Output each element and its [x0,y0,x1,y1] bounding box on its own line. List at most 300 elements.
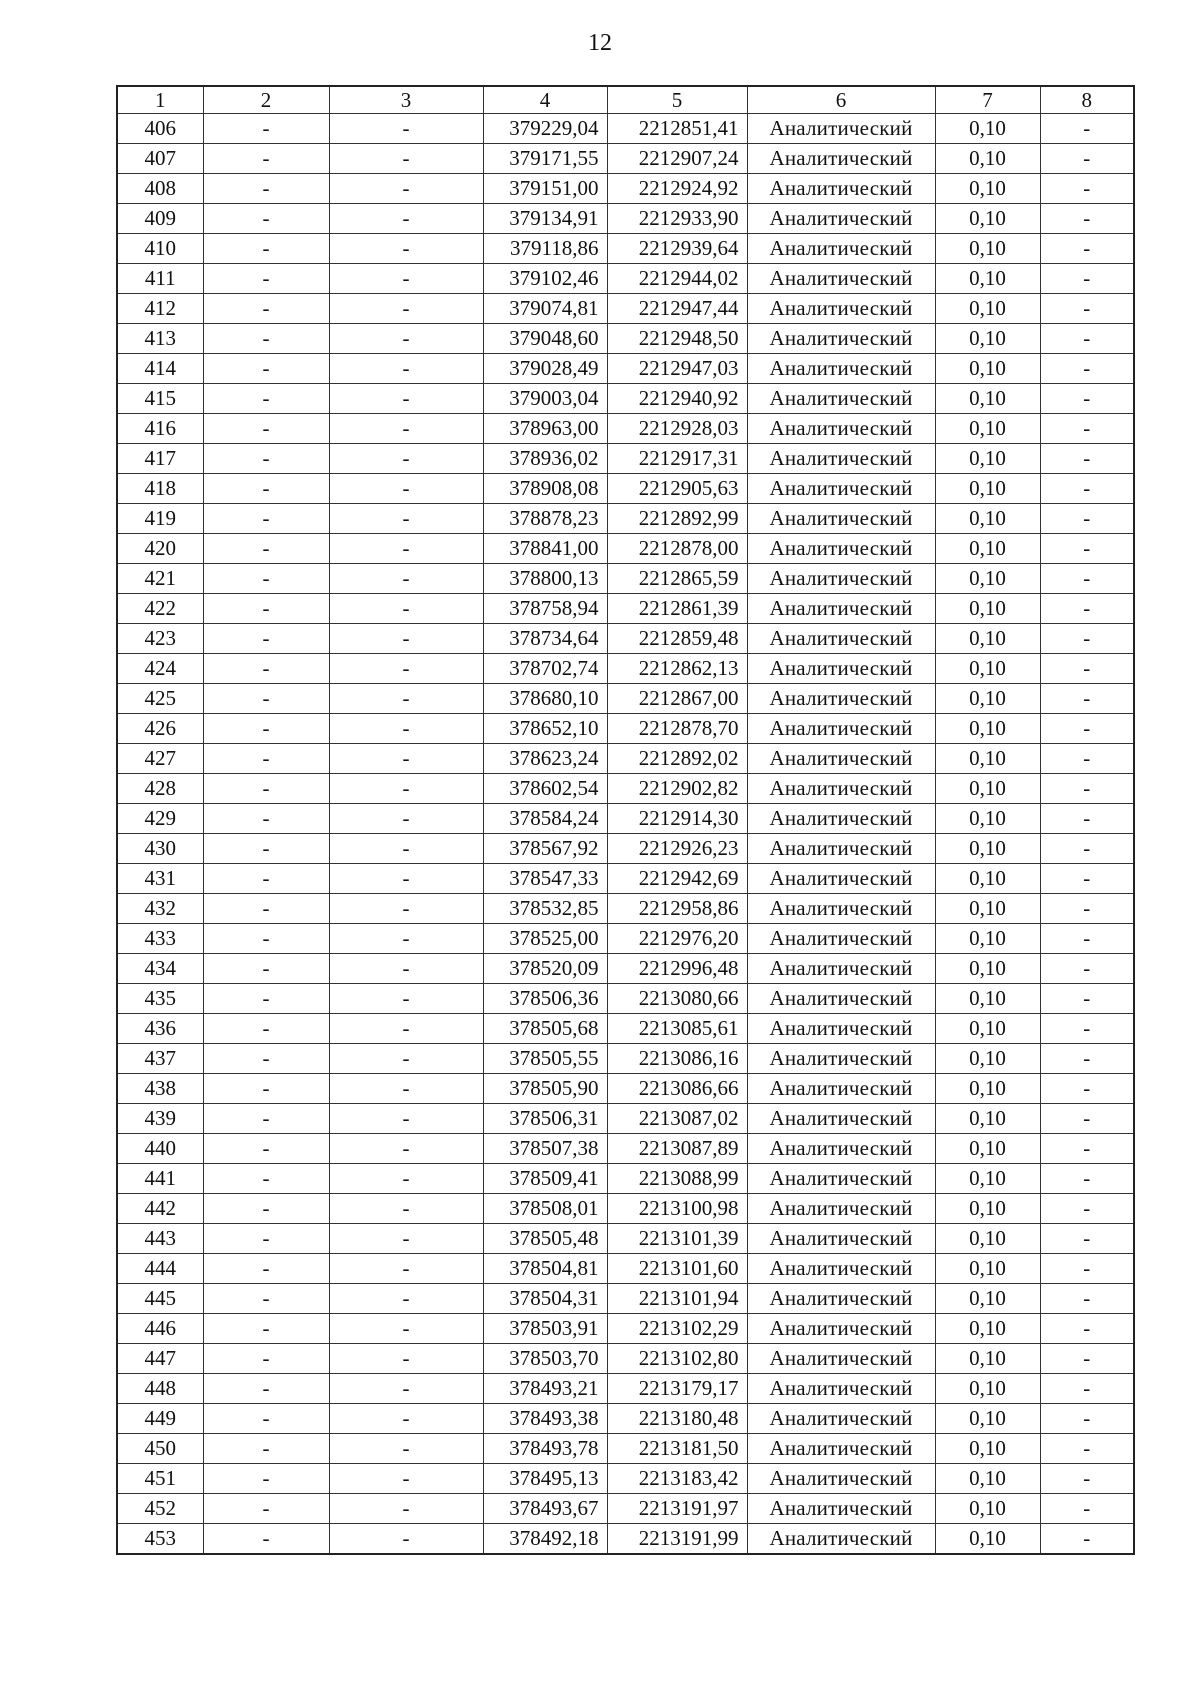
col2-cell: - [203,924,329,954]
accuracy-cell: 0,10 [935,234,1040,264]
x-coordinate-cell: 378680,10 [483,684,607,714]
table-row [117,234,1134,264]
col2-cell: - [203,714,329,744]
col8-cell: - [1040,414,1134,444]
accuracy-cell: 0,10 [935,474,1040,504]
point-number-cell: 415 [117,384,203,414]
accuracy-cell: 0,10 [935,1434,1040,1464]
col2-cell: - [203,984,329,1014]
column-header: 8 [1040,86,1134,114]
col3-cell: - [329,444,483,474]
method-cell: Аналитический [747,204,935,234]
x-coordinate-cell: 379171,55 [483,144,607,174]
col8-cell: - [1040,1374,1134,1404]
x-coordinate-cell: 378878,23 [483,504,607,534]
method-cell: Аналитический [747,744,935,774]
method-cell: Аналитический [747,384,935,414]
col3-cell: - [329,894,483,924]
method-cell: Аналитический [747,264,935,294]
col2-cell: - [203,264,329,294]
table-row [117,114,1134,144]
point-number-cell: 444 [117,1254,203,1284]
col3-cell: - [329,654,483,684]
method-cell: Аналитический [747,984,935,1014]
col8-cell: - [1040,504,1134,534]
table-row [117,1074,1134,1104]
point-number-cell: 436 [117,1014,203,1044]
point-number-cell: 429 [117,804,203,834]
y-coordinate-cell: 2212996,48 [607,954,747,984]
point-number-cell: 440 [117,1134,203,1164]
y-coordinate-cell: 2212942,69 [607,864,747,894]
method-cell: Аналитический [747,864,935,894]
col3-cell: - [329,744,483,774]
y-coordinate-cell: 2212865,59 [607,564,747,594]
point-number-cell: 449 [117,1404,203,1434]
table-row [117,354,1134,384]
col8-cell: - [1040,1284,1134,1314]
x-coordinate-cell: 378504,31 [483,1284,607,1314]
point-number-cell: 443 [117,1224,203,1254]
accuracy-cell: 0,10 [935,414,1040,444]
point-number-cell: 431 [117,864,203,894]
accuracy-cell: 0,10 [935,864,1040,894]
coordinates-table [116,85,1135,1555]
col2-cell: - [203,1434,329,1464]
y-coordinate-cell: 2213088,99 [607,1164,747,1194]
col8-cell: - [1040,924,1134,954]
method-cell: Аналитический [747,1194,935,1224]
col2-cell: - [203,1284,329,1314]
accuracy-cell: 0,10 [935,744,1040,774]
col8-cell: - [1040,1164,1134,1194]
col2-cell: - [203,1224,329,1254]
x-coordinate-cell: 379074,81 [483,294,607,324]
accuracy-cell: 0,10 [935,144,1040,174]
col8-cell: - [1040,204,1134,234]
col8-cell: - [1040,744,1134,774]
y-coordinate-cell: 2213101,60 [607,1254,747,1284]
point-number-cell: 423 [117,624,203,654]
x-coordinate-cell: 378493,21 [483,1374,607,1404]
x-coordinate-cell: 378623,24 [483,744,607,774]
accuracy-cell: 0,10 [935,1224,1040,1254]
table-row [117,504,1134,534]
point-number-cell: 451 [117,1464,203,1494]
col2-cell: - [203,1194,329,1224]
x-coordinate-cell: 378506,36 [483,984,607,1014]
table-row [117,1524,1134,1555]
col3-cell: - [329,504,483,534]
y-coordinate-cell: 2212878,70 [607,714,747,744]
col8-cell: - [1040,984,1134,1014]
col8-cell: - [1040,1224,1134,1254]
table-row [117,774,1134,804]
col3-cell: - [329,834,483,864]
col3-cell: - [329,684,483,714]
point-number-cell: 406 [117,114,203,144]
col8-cell: - [1040,534,1134,564]
point-number-cell: 411 [117,264,203,294]
x-coordinate-cell: 378841,00 [483,534,607,564]
col2-cell: - [203,1494,329,1524]
method-cell: Аналитический [747,1434,935,1464]
x-coordinate-cell: 379003,04 [483,384,607,414]
point-number-cell: 452 [117,1494,203,1524]
method-cell: Аналитический [747,684,935,714]
x-coordinate-cell: 378509,41 [483,1164,607,1194]
col2-cell: - [203,1044,329,1074]
accuracy-cell: 0,10 [935,594,1040,624]
table-row [117,204,1134,234]
accuracy-cell: 0,10 [935,294,1040,324]
table-row [117,414,1134,444]
x-coordinate-cell: 378507,38 [483,1134,607,1164]
point-number-cell: 427 [117,744,203,774]
x-coordinate-cell: 378520,09 [483,954,607,984]
col3-cell: - [329,1404,483,1434]
accuracy-cell: 0,10 [935,894,1040,924]
col3-cell: - [329,1344,483,1374]
y-coordinate-cell: 2213191,97 [607,1494,747,1524]
col3-cell: - [329,1194,483,1224]
table-row [117,1224,1134,1254]
point-number-cell: 413 [117,324,203,354]
page-number: 12 [588,30,612,56]
x-coordinate-cell: 378652,10 [483,714,607,744]
point-number-cell: 439 [117,1104,203,1134]
method-cell: Аналитический [747,1284,935,1314]
y-coordinate-cell: 2212878,00 [607,534,747,564]
y-coordinate-cell: 2213191,99 [607,1524,747,1555]
y-coordinate-cell: 2213100,98 [607,1194,747,1224]
table-row [117,1314,1134,1344]
y-coordinate-cell: 2212859,48 [607,624,747,654]
table-row [117,564,1134,594]
table-row [117,1374,1134,1404]
table-row [117,894,1134,924]
point-number-cell: 426 [117,714,203,744]
table-row [117,1044,1134,1074]
method-cell: Аналитический [747,354,935,384]
col8-cell: - [1040,294,1134,324]
table-row [117,144,1134,174]
point-number-cell: 414 [117,354,203,384]
col8-cell: - [1040,444,1134,474]
accuracy-cell: 0,10 [935,1374,1040,1404]
table-row [117,954,1134,984]
col2-cell: - [203,174,329,204]
accuracy-cell: 0,10 [935,354,1040,384]
y-coordinate-cell: 2212976,20 [607,924,747,954]
column-header: 2 [203,86,329,114]
x-coordinate-cell: 378936,02 [483,444,607,474]
col3-cell: - [329,1314,483,1344]
x-coordinate-cell: 378908,08 [483,474,607,504]
point-number-cell: 435 [117,984,203,1014]
col8-cell: - [1040,174,1134,204]
x-coordinate-cell: 378758,94 [483,594,607,624]
y-coordinate-cell: 2213101,94 [607,1284,747,1314]
col8-cell: - [1040,114,1134,144]
x-coordinate-cell: 378493,38 [483,1404,607,1434]
col8-cell: - [1040,144,1134,174]
method-cell: Аналитический [747,654,935,684]
col8-cell: - [1040,684,1134,714]
col8-cell: - [1040,1404,1134,1434]
method-cell: Аналитический [747,1134,935,1164]
col2-cell: - [203,1104,329,1134]
point-number-cell: 421 [117,564,203,594]
point-number-cell: 441 [117,1164,203,1194]
col2-cell: - [203,744,329,774]
point-number-cell: 430 [117,834,203,864]
method-cell: Аналитический [747,444,935,474]
method-cell: Аналитический [747,1344,935,1374]
y-coordinate-cell: 2212926,23 [607,834,747,864]
x-coordinate-cell: 379134,91 [483,204,607,234]
x-coordinate-cell: 379028,49 [483,354,607,384]
point-number-cell: 424 [117,654,203,684]
table-row [117,714,1134,744]
col8-cell: - [1040,594,1134,624]
method-cell: Аналитический [747,564,935,594]
method-cell: Аналитический [747,804,935,834]
x-coordinate-cell: 379102,46 [483,264,607,294]
col3-cell: - [329,564,483,594]
accuracy-cell: 0,10 [935,654,1040,684]
y-coordinate-cell: 2212944,02 [607,264,747,294]
col3-cell: - [329,384,483,414]
point-number-cell: 450 [117,1434,203,1464]
col8-cell: - [1040,864,1134,894]
col3-cell: - [329,714,483,744]
col3-cell: - [329,984,483,1014]
col8-cell: - [1040,1434,1134,1464]
method-cell: Аналитический [747,954,935,984]
point-number-cell: 408 [117,174,203,204]
col2-cell: - [203,444,329,474]
col8-cell: - [1040,234,1134,264]
method-cell: Аналитический [747,924,935,954]
column-header: 5 [607,86,747,114]
y-coordinate-cell: 2212924,92 [607,174,747,204]
col3-cell: - [329,864,483,894]
x-coordinate-cell: 378734,64 [483,624,607,654]
y-coordinate-cell: 2213086,16 [607,1044,747,1074]
method-cell: Аналитический [747,234,935,264]
x-coordinate-cell: 378503,70 [483,1344,607,1374]
x-coordinate-cell: 378505,68 [483,1014,607,1044]
col8-cell: - [1040,804,1134,834]
point-number-cell: 410 [117,234,203,264]
column-header: 3 [329,86,483,114]
col8-cell: - [1040,714,1134,744]
col8-cell: - [1040,1344,1134,1374]
x-coordinate-cell: 378547,33 [483,864,607,894]
col2-cell: - [203,504,329,534]
accuracy-cell: 0,10 [935,954,1040,984]
method-cell: Аналитический [747,1524,935,1555]
col8-cell: - [1040,624,1134,654]
table-row [117,1434,1134,1464]
col2-cell: - [203,594,329,624]
method-cell: Аналитический [747,1314,935,1344]
col8-cell: - [1040,774,1134,804]
col3-cell: - [329,594,483,624]
col2-cell: - [203,1464,329,1494]
point-number-cell: 409 [117,204,203,234]
col2-cell: - [203,1314,329,1344]
col2-cell: - [203,864,329,894]
accuracy-cell: 0,10 [935,1014,1040,1044]
method-cell: Аналитический [747,1104,935,1134]
col8-cell: - [1040,1524,1134,1555]
col8-cell: - [1040,324,1134,354]
y-coordinate-cell: 2212928,03 [607,414,747,444]
table-row [117,594,1134,624]
y-coordinate-cell: 2212940,92 [607,384,747,414]
col8-cell: - [1040,1044,1134,1074]
point-number-cell: 434 [117,954,203,984]
x-coordinate-cell: 378505,55 [483,1044,607,1074]
col3-cell: - [329,1074,483,1104]
table-row [117,1284,1134,1314]
col3-cell: - [329,1284,483,1314]
accuracy-cell: 0,10 [935,684,1040,714]
y-coordinate-cell: 2212914,30 [607,804,747,834]
col3-cell: - [329,1374,483,1404]
col2-cell: - [203,474,329,504]
col2-cell: - [203,294,329,324]
x-coordinate-cell: 378504,81 [483,1254,607,1284]
y-coordinate-cell: 2213086,66 [607,1074,747,1104]
column-header: 6 [747,86,935,114]
method-cell: Аналитический [747,294,935,324]
accuracy-cell: 0,10 [935,1164,1040,1194]
x-coordinate-cell: 378963,00 [483,414,607,444]
col8-cell: - [1040,354,1134,384]
table-row [117,984,1134,1014]
col3-cell: - [329,1014,483,1044]
x-coordinate-cell: 379118,86 [483,234,607,264]
method-cell: Аналитический [747,714,935,744]
point-number-cell: 416 [117,414,203,444]
col2-cell: - [203,354,329,384]
x-coordinate-cell: 379048,60 [483,324,607,354]
accuracy-cell: 0,10 [935,1104,1040,1134]
point-number-cell: 445 [117,1284,203,1314]
method-cell: Аналитический [747,474,935,504]
x-coordinate-cell: 378584,24 [483,804,607,834]
method-cell: Аналитический [747,834,935,864]
col3-cell: - [329,1044,483,1074]
table-row [117,924,1134,954]
accuracy-cell: 0,10 [935,1194,1040,1224]
accuracy-cell: 0,10 [935,624,1040,654]
col3-cell: - [329,804,483,834]
col2-cell: - [203,114,329,144]
table-row [117,174,1134,204]
col8-cell: - [1040,384,1134,414]
col2-cell: - [203,144,329,174]
accuracy-cell: 0,10 [935,444,1040,474]
col3-cell: - [329,174,483,204]
col3-cell: - [329,294,483,324]
col3-cell: - [329,324,483,354]
column-header: 4 [483,86,607,114]
table-row [117,1404,1134,1434]
col3-cell: - [329,1224,483,1254]
method-cell: Аналитический [747,894,935,924]
table-row [117,1464,1134,1494]
col2-cell: - [203,1374,329,1404]
col3-cell: - [329,1524,483,1555]
x-coordinate-cell: 378495,13 [483,1464,607,1494]
y-coordinate-cell: 2212948,50 [607,324,747,354]
accuracy-cell: 0,10 [935,324,1040,354]
table-row [117,624,1134,654]
col8-cell: - [1040,474,1134,504]
y-coordinate-cell: 2213102,29 [607,1314,747,1344]
col2-cell: - [203,414,329,444]
column-header: 7 [935,86,1040,114]
x-coordinate-cell: 379229,04 [483,114,607,144]
col2-cell: - [203,954,329,984]
point-number-cell: 433 [117,924,203,954]
point-number-cell: 453 [117,1524,203,1555]
accuracy-cell: 0,10 [935,1524,1040,1555]
point-number-cell: 446 [117,1314,203,1344]
col8-cell: - [1040,954,1134,984]
y-coordinate-cell: 2213087,89 [607,1134,747,1164]
col3-cell: - [329,624,483,654]
col2-cell: - [203,774,329,804]
y-coordinate-cell: 2212902,82 [607,774,747,804]
col2-cell: - [203,534,329,564]
point-number-cell: 425 [117,684,203,714]
y-coordinate-cell: 2213085,61 [607,1014,747,1044]
col2-cell: - [203,1404,329,1434]
accuracy-cell: 0,10 [935,264,1040,294]
x-coordinate-cell: 378503,91 [483,1314,607,1344]
table-row [117,684,1134,714]
col2-cell: - [203,1014,329,1044]
col8-cell: - [1040,1074,1134,1104]
y-coordinate-cell: 2212907,24 [607,144,747,174]
y-coordinate-cell: 2212933,90 [607,204,747,234]
method-cell: Аналитический [747,1074,935,1104]
accuracy-cell: 0,10 [935,1404,1040,1434]
y-coordinate-cell: 2212892,99 [607,504,747,534]
accuracy-cell: 0,10 [935,1284,1040,1314]
col3-cell: - [329,954,483,984]
col2-cell: - [203,564,329,594]
col8-cell: - [1040,264,1134,294]
col2-cell: - [203,624,329,654]
point-number-cell: 428 [117,774,203,804]
table-row [117,384,1134,414]
method-cell: Аналитический [747,1044,935,1074]
accuracy-cell: 0,10 [935,924,1040,954]
col3-cell: - [329,924,483,954]
method-cell: Аналитический [747,774,935,804]
col2-cell: - [203,1134,329,1164]
accuracy-cell: 0,10 [935,834,1040,864]
col2-cell: - [203,1344,329,1374]
accuracy-cell: 0,10 [935,384,1040,414]
col3-cell: - [329,204,483,234]
